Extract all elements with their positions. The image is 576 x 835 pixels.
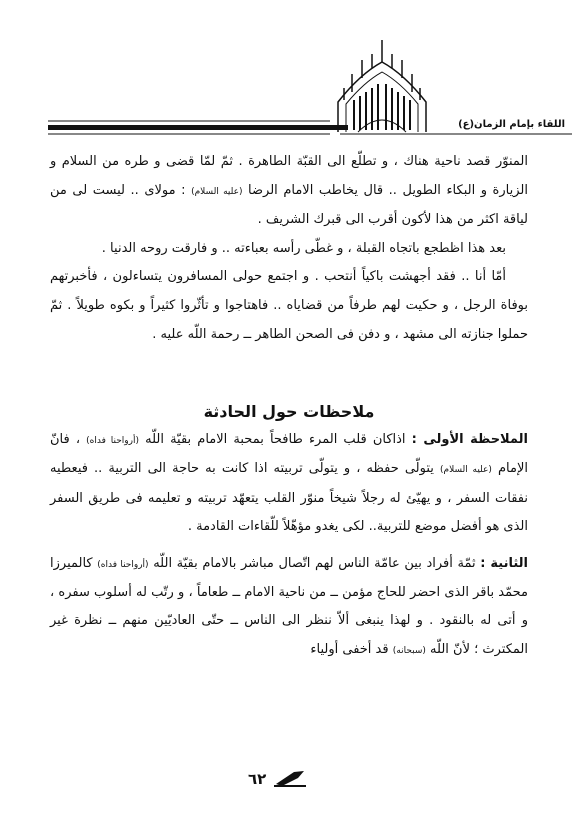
- section-heading: ملاحظات حول الحادثة: [203, 402, 375, 421]
- running-title: اللقاء بإمام الزمان(ع): [455, 119, 568, 130]
- page-number: ٦٢: [248, 770, 267, 788]
- note-second-label: الثانية :: [480, 555, 529, 571]
- note-second-text-1: ثمّة أفراد بين عامّة الناس لهم اتّصال مباشر بالامام بقيّة اللّه: [153, 555, 476, 571]
- honorific-note: (عليه السلام): [191, 186, 243, 197]
- note-first-text-3: يتولّى حفظه ، و يتولّى تربيته اذا كانت به حاجة الى التربية .. فيعطيه نفقات السفر ، و يهيّئ له رجلاً شيخاً منوّر القلب يتعهّد تربيته و تعليمه فى طريق السفر الذى هو أفضل موضع للتربية.. لكى يغدو مؤهّلاً للّقاءات القادمة .: [50, 461, 528, 535]
- page-footer: [248, 768, 308, 790]
- intro-paragraph-1-text: المنوّر قصد ناحية هناك ، و تطلّع الى القبّة الطاهرة . ثمّ لمّا قضى و طره من السلام و الزيارة و البكاء الطويل .. قال يخاطب الامام الرضا: [50, 154, 528, 198]
- header-left-rule: [48, 121, 348, 134]
- note-first-label: الملاحظة الأولى :: [411, 432, 528, 447]
- note-second-text-2: كالميرزا محمّد باقر الذى احضر للحاج مؤمن ــ من ناحية الامام ــ طعاماً ، و رتّب له أسلوب سفره ، و أتى له بالنقود . و لهذا ينبغى ألاّ ننظر الى الناس ــ حتّى العاديّين منهم ــ نظرة غير المكترث ؛ لأنّ اللّه: [50, 555, 528, 657]
- note-first-small-2: (عليه السلام): [439, 465, 492, 476]
- intro-paragraph-1: [50, 148, 528, 235]
- note-second-small-2: (سبحانه): [392, 645, 426, 656]
- note-first: [50, 426, 528, 542]
- note-second-small-1: (أرواحنا فداه): [97, 559, 149, 570]
- intro-text: [50, 148, 528, 349]
- quill-pen-icon: [274, 768, 308, 788]
- note-first-text-2: ، فانّ الإمام: [50, 432, 528, 477]
- intro-paragraph-1-continuation: : مولاى .. ليست لى من لياقة اكثر من هذا لأكون أقرب الى قبرك الشريف .: [50, 182, 528, 228]
- note-second-text-3: قد أخفى أولياء: [310, 641, 389, 657]
- note-second: [50, 550, 528, 666]
- note-first-text-1: اذاكان قلب المرء طافحاً بمحبة الامام بقيّة اللّه: [145, 432, 406, 447]
- notes-text: [50, 426, 528, 665]
- note-spacer: [50, 542, 528, 550]
- header-tower: [338, 40, 426, 132]
- intro-paragraph-3: أمّا أنا .. فقد أجهشت باكياً أنتحب . و اجتمع حولى المسافرون يتساءلون ، فأخبرتهم بوفاة الرجل ، و حكيت لهم طرفاً من قضاياه .. فاهتاجوا و تأثّروا كثيراً و بكوه طويلاً . ثمّ حملوا جنازته الى مشهد ، و دفن فى الصحن الطاهر ــ رحمة اللّه عليه .: [50, 269, 528, 342]
- intro-paragraph-2: بعد هذا اظطجع باتجاه القبلة ، و غطّى رأسه بعباءته .. و فارقت روحه الدنيا .: [101, 240, 506, 256]
- page-header: [0, 0, 576, 150]
- note-first-small-1: (أرواحنا فداه): [86, 436, 139, 446]
